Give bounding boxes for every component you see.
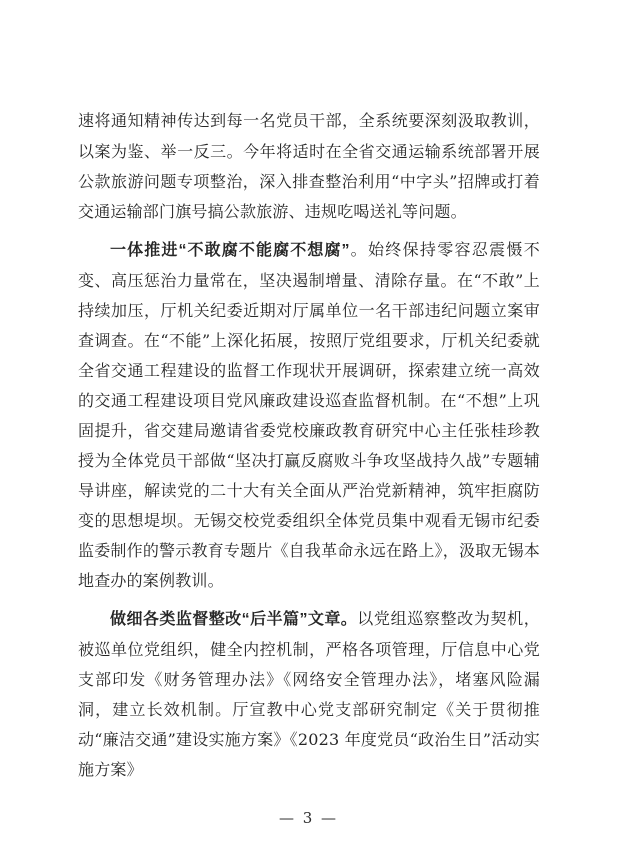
document-body (78, 106, 540, 785)
paragraph-text: 以党组巡察整改为契机，被巡单位党组织，健全内控机制，严格各项管理，厅信息中心党支部印发《财务管理办法》《网络安全管理办法》，堵塞风险漏洞，建立长效机制。厅宣教中心党支部研究制定《关于贯彻推动“廉洁交通”建设实施方案》《2023 年度党员“政治生日”活动实施方案》 (78, 609, 540, 779)
paragraph-lead: 做细各类监督整改“后半篇”文章。 (110, 611, 358, 628)
page-number: — 3 — (278, 809, 339, 827)
paragraph-continuation (78, 106, 540, 227)
paragraph (78, 604, 540, 785)
paragraph (78, 235, 540, 596)
paragraph-text: 速将通知精神传达到每一名党员干部，全系统要深刻汲取教训，以案为鉴、举一反三。今年将适时在全省交通运输系统部署开展公款旅游问题专项整治，深入排查整治利用“中字头”招牌或打着交通运输部门旗号搞公款旅游、违规吃喝送礼等问题。 (78, 111, 540, 221)
paragraph-lead: 一体推进“不敢腐不能腐不想腐” (110, 242, 350, 259)
paragraph-text: 。始终保持零容忍震慑不变、高压惩治力量常在，坚决遏制增量、清除存量。在“不敢”上持续加压，厅机关纪委近期对厅属单位一名干部违纪问题立案审查调查。在“不能”上深化拓展，按照厅党组要求，厅机关纪委就全省交通工程建设的监督工作现状开展调研，探索建立统一高效的交通工程建设项目党风廉政建设巡查监督机制。在“不想”上巩固提升，省交建局邀请省委党校廉政教育研究中心主任张桂珍教授为全体党员干部做“坚决打赢反腐败斗争攻坚战持久战”专题辅导讲座，解读党的二十大有关全面从严治党新精神，筑牢拒腐防变的思想堤坝。无锡交校党委组织全体党员集中观看无锡市纪委监委制作的警示教育专题片《自我革命永远在路上》，汲取无锡本地查办的案例教训。 (78, 240, 540, 590)
